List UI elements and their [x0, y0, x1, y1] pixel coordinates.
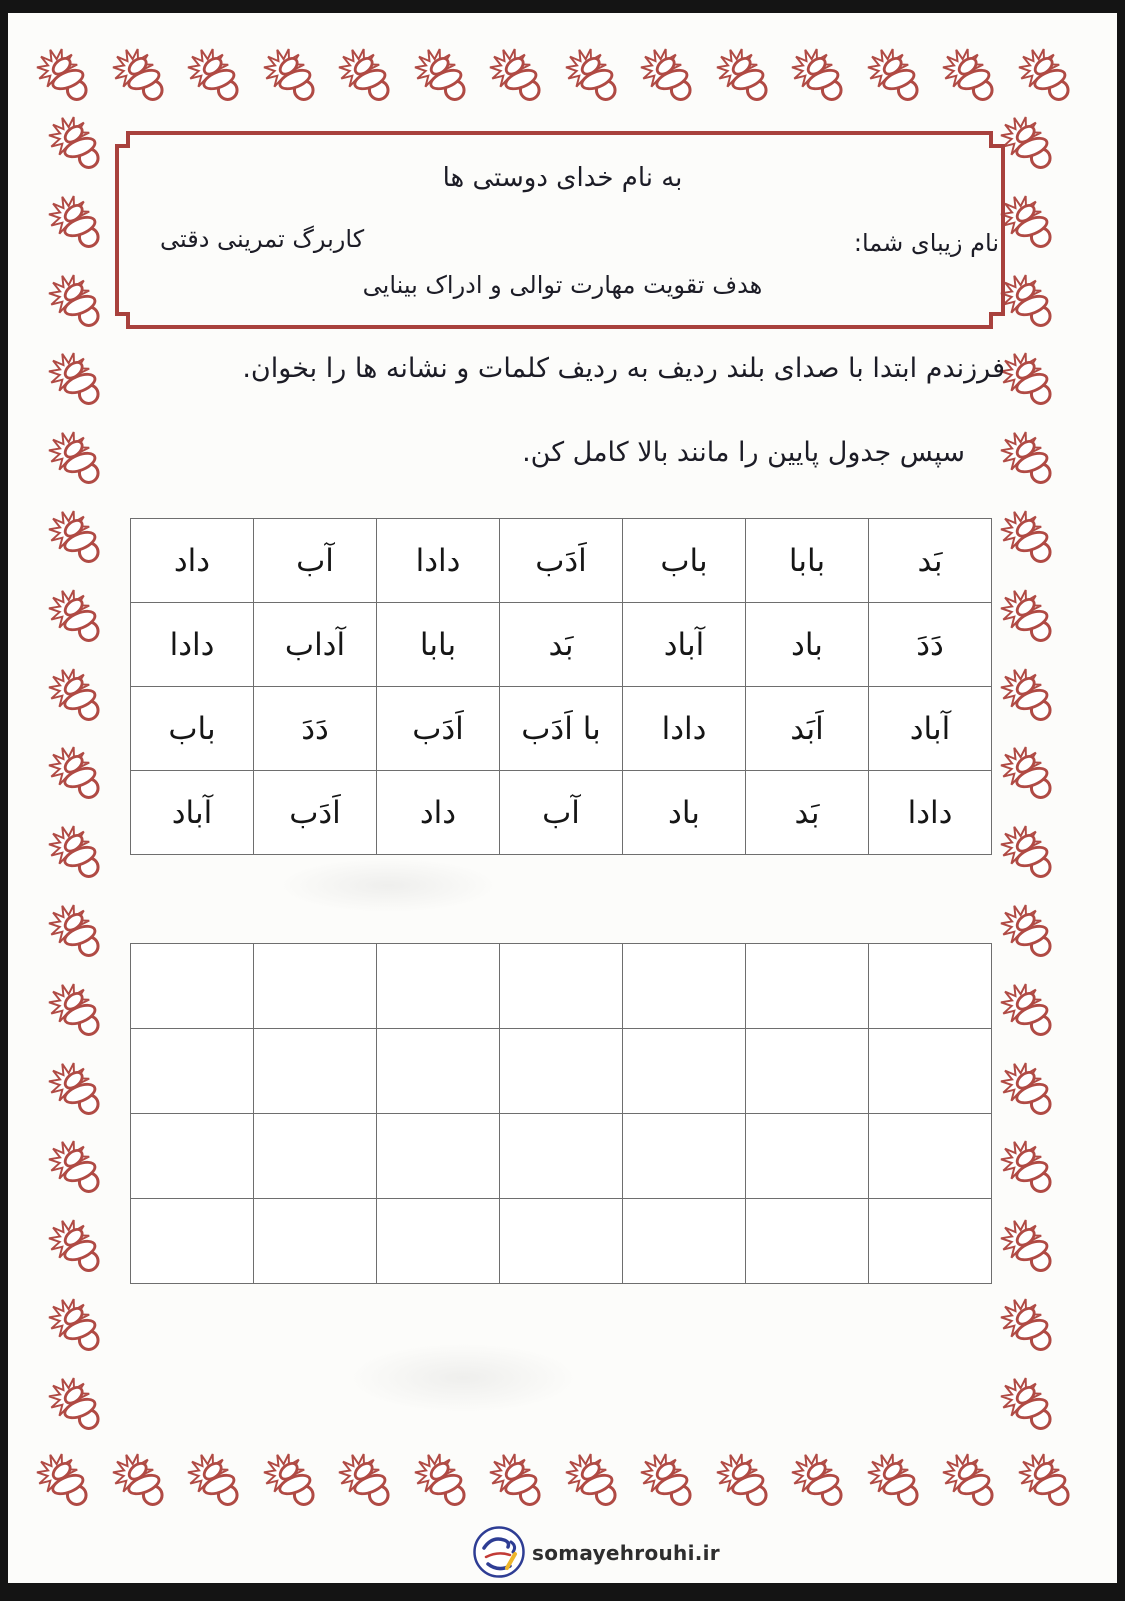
word-cell-r4-c6: اَدَب: [254, 771, 377, 855]
pacifier-ornament-icon: [716, 45, 778, 107]
student-name-label: نام زیبای شما:: [853, 229, 999, 257]
pacifier-ornament-icon: [640, 1450, 702, 1512]
pacifier-ornament-icon: [48, 349, 110, 411]
smudge-mark: [348, 1343, 578, 1413]
practice-table-row: [131, 1029, 992, 1114]
pacifier-ornament-icon: [489, 45, 551, 107]
pacifier-ornament-icon: [1000, 428, 1062, 490]
instruction-line-2: سپس جدول پایین را مانند بالا کامل کن.: [522, 437, 965, 468]
pacifier-ornament-icon: [1000, 1137, 1062, 1199]
pacifier-ornament-icon: [1018, 1450, 1080, 1512]
pacifier-ornament-icon: [112, 45, 174, 107]
pacifier-ornament-icon: [48, 1374, 110, 1436]
pacifier-ornament-icon: [338, 45, 400, 107]
practice-table-row: [131, 1199, 992, 1284]
word-cell-r1-c3: باب: [623, 519, 746, 603]
practice-table-row: [131, 1114, 992, 1199]
practice-cell-r1-c2: [746, 944, 869, 1029]
pacifier-ornament-icon: [36, 1450, 98, 1512]
practice-cell-r4-c7: [131, 1199, 254, 1284]
pacifier-ornament-icon: [48, 586, 110, 648]
goal-line: هدف تقویت مهارت توالی و ادراک بینایی: [362, 271, 763, 299]
word-cell-r2-c1: دَدَ: [869, 603, 992, 687]
pacifier-ornament-icon: [1000, 507, 1062, 569]
pacifier-ornament-icon: [791, 1450, 853, 1512]
practice-cell-r4-c2: [746, 1199, 869, 1284]
practice-cell-r2-c1: [869, 1029, 992, 1114]
smudge-mark: [278, 858, 498, 913]
word-table-row: [131, 519, 992, 603]
practice-cell-r4-c4: [500, 1199, 623, 1284]
pacifier-ornament-icon: [48, 1216, 110, 1278]
pacifier-ornament-icon: [791, 45, 853, 107]
practice-cell-r4-c3: [623, 1199, 746, 1284]
practice-cell-r4-c1: [869, 1199, 992, 1284]
pacifier-ornament-icon: [187, 1450, 249, 1512]
word-cell-r1-c2: بابا: [746, 519, 869, 603]
word-cell-r1-c1: بَد: [869, 519, 992, 603]
pacifier-ornament-icon: [640, 45, 702, 107]
pacifier-ornament-icon: [263, 45, 325, 107]
word-cell-r2-c6: آداب: [254, 603, 377, 687]
pacifier-ornament-icon: [1000, 1295, 1062, 1357]
pacifier-ornament-icon: [187, 45, 249, 107]
pacifier-ornament-icon: [48, 743, 110, 805]
word-cell-r3-c2: اَبَد: [746, 687, 869, 771]
pacifier-ornament-icon: [1000, 1059, 1062, 1121]
word-cell-r1-c7: داد: [131, 519, 254, 603]
word-cell-r4-c1: دادا: [869, 771, 992, 855]
practice-cell-r3-c5: [377, 1114, 500, 1199]
word-cell-r3-c4: با اَدَب: [500, 687, 623, 771]
pacifier-ornament-icon: [48, 1295, 110, 1357]
practice-cell-r2-c7: [131, 1029, 254, 1114]
worksheet-type-label: کاربرگ تمرینی دقتی: [160, 225, 365, 253]
pacifier-ornament-icon: [489, 1450, 551, 1512]
pacifier-ornament-icon: [1000, 1374, 1062, 1436]
word-table-row: [131, 603, 992, 687]
practice-cell-r2-c3: [623, 1029, 746, 1114]
practice-cell-r1-c7: [131, 944, 254, 1029]
word-cell-r4-c7: آباد: [131, 771, 254, 855]
practice-cell-r3-c4: [500, 1114, 623, 1199]
word-cell-r4-c5: داد: [377, 771, 500, 855]
practice-cell-r3-c7: [131, 1114, 254, 1199]
word-cell-r3-c1: آباد: [869, 687, 992, 771]
pacifier-ornament-icon: [565, 45, 627, 107]
pacifier-ornament-icon: [1018, 45, 1080, 107]
word-cell-r2-c7: دادا: [131, 603, 254, 687]
pacifier-ornament-icon: [48, 428, 110, 490]
pacifier-ornament-icon: [48, 980, 110, 1042]
word-cell-r2-c5: بابا: [377, 603, 500, 687]
pacifier-ornament-icon: [1000, 1216, 1062, 1278]
site-logo-icon: [471, 1524, 527, 1580]
word-table-row: [131, 687, 992, 771]
pacifier-ornament-icon: [1000, 901, 1062, 963]
pacifier-ornament-icon: [338, 1450, 400, 1512]
pacifier-ornament-icon: [414, 1450, 476, 1512]
pacifier-ornament-icon: [48, 822, 110, 884]
practice-cell-r1-c6: [254, 944, 377, 1029]
pacifier-ornament-icon: [1000, 586, 1062, 648]
word-table: [130, 518, 992, 855]
pacifier-ornament-icon: [48, 1059, 110, 1121]
word-cell-r3-c6: دَدَ: [254, 687, 377, 771]
word-cell-r1-c4: اَدَب: [500, 519, 623, 603]
practice-cell-r2-c2: [746, 1029, 869, 1114]
practice-cell-r1-c4: [500, 944, 623, 1029]
pacifier-ornament-icon: [1000, 349, 1062, 411]
word-cell-r2-c3: آباد: [623, 603, 746, 687]
pacifier-ornament-icon: [1000, 822, 1062, 884]
practice-cell-r1-c1: [869, 944, 992, 1029]
practice-cell-r3-c6: [254, 1114, 377, 1199]
pacifier-ornament-icon: [1000, 743, 1062, 805]
instruction-line-1: فرزندم ابتدا با صدای بلند ردیف به ردیف کلمات و نشانه ها را بخوان.: [242, 353, 1005, 384]
pacifier-ornament-icon: [1000, 980, 1062, 1042]
word-cell-r1-c6: آب: [254, 519, 377, 603]
practice-cell-r4-c6: [254, 1199, 377, 1284]
practice-cell-r2-c6: [254, 1029, 377, 1114]
practice-cell-r4-c5: [377, 1199, 500, 1284]
practice-cell-r1-c5: [377, 944, 500, 1029]
word-cell-r4-c2: بَد: [746, 771, 869, 855]
word-cell-r3-c7: باب: [131, 687, 254, 771]
pacifier-ornament-icon: [565, 1450, 627, 1512]
pacifier-ornament-icon: [414, 45, 476, 107]
pacifier-ornament-icon: [263, 1450, 325, 1512]
word-cell-r4-c4: آب: [500, 771, 623, 855]
pacifier-ornament-icon: [36, 45, 98, 107]
word-cell-r1-c5: دادا: [377, 519, 500, 603]
pacifier-ornament-icon: [112, 1450, 174, 1512]
practice-cell-r2-c5: [377, 1029, 500, 1114]
pacifier-ornament-icon: [942, 1450, 1004, 1512]
pacifier-ornament-icon: [1000, 665, 1062, 727]
practice-table: [130, 943, 992, 1284]
website-url: somayehrouhi.ir: [532, 1541, 720, 1565]
practice-table-row: [131, 944, 992, 1029]
practice-cell-r3-c2: [746, 1114, 869, 1199]
pacifier-ornament-icon: [48, 1137, 110, 1199]
word-table-row: [131, 771, 992, 855]
pacifier-ornament-icon: [867, 1450, 929, 1512]
word-cell-r2-c2: باد: [746, 603, 869, 687]
pacifier-ornament-icon: [48, 665, 110, 727]
word-cell-r3-c3: دادا: [623, 687, 746, 771]
pacifier-ornament-icon: [48, 192, 110, 254]
word-cell-r3-c5: اَدَب: [377, 687, 500, 771]
pacifier-ornament-icon: [1000, 192, 1062, 254]
pacifier-ornament-icon: [48, 507, 110, 569]
worksheet-page: [8, 13, 1117, 1583]
practice-cell-r1-c3: [623, 944, 746, 1029]
word-cell-r2-c4: بَد: [500, 603, 623, 687]
pacifier-ornament-icon: [48, 901, 110, 963]
practice-cell-r3-c3: [623, 1114, 746, 1199]
practice-cell-r2-c4: [500, 1029, 623, 1114]
bismillah-title: به نام خدای دوستی ها: [442, 163, 683, 193]
pacifier-ornament-icon: [716, 1450, 778, 1512]
pacifier-ornament-icon: [942, 45, 1004, 107]
pacifier-ornament-icon: [867, 45, 929, 107]
word-cell-r4-c3: باد: [623, 771, 746, 855]
practice-cell-r3-c1: [869, 1114, 992, 1199]
